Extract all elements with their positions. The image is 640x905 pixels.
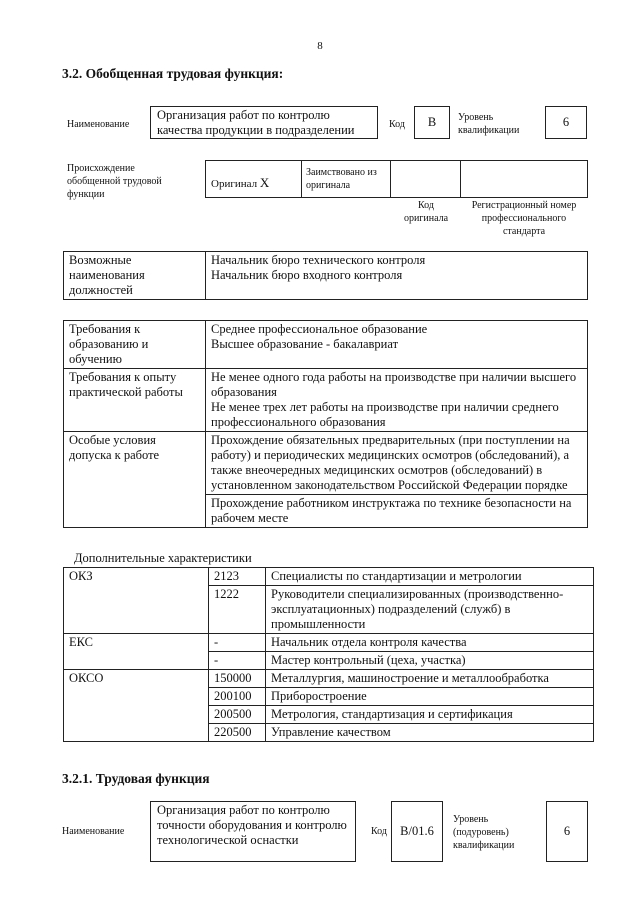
code-value: B <box>427 115 437 129</box>
table-row <box>64 432 588 495</box>
function-name-value: Организация работ по контролю качества продукции в подразделении <box>157 108 355 137</box>
name-cell: Приборостроение <box>266 688 594 706</box>
group-cell: ОКСО <box>64 670 209 742</box>
table-row <box>64 568 594 586</box>
function-name-box <box>150 106 378 139</box>
sub-name-label: Наименование <box>62 826 125 837</box>
code-cell: 2123 <box>209 568 266 586</box>
name-cell: Металлургия, машиностроение и металлообработка <box>266 670 594 688</box>
original-mark: X <box>259 175 270 190</box>
requirement-text: Среднее профессиональное образование <box>211 322 428 336</box>
sub-code-value: B/01.6 <box>400 824 434 838</box>
name-cell: Специалисты по стандартизации и метрологии <box>266 568 594 586</box>
section-heading: 3.2. Обобщенная трудовая функция: <box>62 66 284 81</box>
sub-code-box <box>391 801 443 862</box>
requirement-value <box>206 369 588 432</box>
reg-number-caption: Регистрационный номер профессионального стандарта <box>471 200 577 237</box>
requirement-label: Особые условия допуска к работе <box>64 432 206 528</box>
code-cell: - <box>209 634 266 652</box>
requirements-table <box>63 320 588 528</box>
positions-label: Возможные наименования должностей <box>64 252 206 300</box>
position-item: Начальник бюро входного контроля <box>211 268 403 282</box>
name-cell: Управление качеством <box>266 724 594 742</box>
positions-table <box>63 251 588 300</box>
level-box <box>545 106 587 139</box>
sub-function-name-value: Организация работ по контролю точности оборудования и контролю технологической оснастки <box>157 803 347 847</box>
requirement-label: Требования к образованию и обучению <box>64 321 206 369</box>
sub-level-label: Уровень (подуровень) квалификации <box>453 814 515 851</box>
table-row <box>64 369 588 432</box>
name-label: Наименование <box>67 119 130 130</box>
subsection-heading: 3.2.1. Трудовая функция <box>62 771 210 786</box>
name-cell: Руководители специализированных (производственно-эксплуатационных) подразделений (служб) в промышленности <box>266 586 594 634</box>
name-cell: Мастер контрольный (цеха, участка) <box>266 652 594 670</box>
position-item: Начальник бюро технического контроля <box>211 253 426 267</box>
code-box <box>414 106 450 139</box>
group-cell: ЕКС <box>64 634 209 670</box>
table-row <box>64 634 594 652</box>
additional-caption: Дополнительные характеристики <box>74 551 252 565</box>
positions-values <box>206 252 588 300</box>
requirement-text: Не менее одного года работы на производстве при наличии высшего образования <box>211 370 577 399</box>
level-value: 6 <box>562 115 570 129</box>
group-cell: ОКЗ <box>64 568 209 634</box>
name-cell: Начальник отдела контроля качества <box>266 634 594 652</box>
requirement-value: Прохождение работником инструктажа по технике безопасности на рабочем месте <box>206 495 588 528</box>
requirement-label: Требования к опыту практической работы <box>64 369 206 432</box>
requirement-text: Высшее образование - бакалавриат <box>211 337 399 351</box>
code-cell: 150000 <box>209 670 266 688</box>
original-label: Оригинал <box>211 178 258 190</box>
requirement-value <box>206 321 588 369</box>
table-row <box>64 670 594 688</box>
requirement-value: Прохождение обязательных предварительных (при поступлении на работу) и периодических медицинских осмотров (обследований), а также внеочередных медицинских осмотров (обследований) в установленном законодательством Российской Федерации порядке <box>206 432 588 495</box>
sub-function-name-box <box>150 801 356 862</box>
code-cell: - <box>209 652 266 670</box>
original-cell <box>211 175 269 191</box>
code-cell: 220500 <box>209 724 266 742</box>
code-cell: 200100 <box>209 688 266 706</box>
additional-table <box>63 567 594 742</box>
name-cell: Метрология, стандартизация и сертификация <box>266 706 594 724</box>
page-number: 8 <box>317 40 323 52</box>
code-cell: 200500 <box>209 706 266 724</box>
requirement-text: Не менее трех лет работы на производстве при наличии среднего профессионального образования <box>211 400 559 429</box>
code-label: Код <box>389 119 405 130</box>
sub-level-box <box>546 801 588 862</box>
code-cell: 1222 <box>209 586 266 634</box>
code-original-caption: Код оригинала <box>403 200 449 224</box>
sub-code-label: Код <box>371 826 387 837</box>
level-label: Уровень квалификации <box>458 112 520 136</box>
origin-label: Происхождение обобщенной трудовой функции <box>67 163 162 200</box>
borrowed-label: Заимствовано из оригинала <box>306 167 377 191</box>
table-row <box>64 321 588 369</box>
sub-level-value: 6 <box>563 824 571 838</box>
